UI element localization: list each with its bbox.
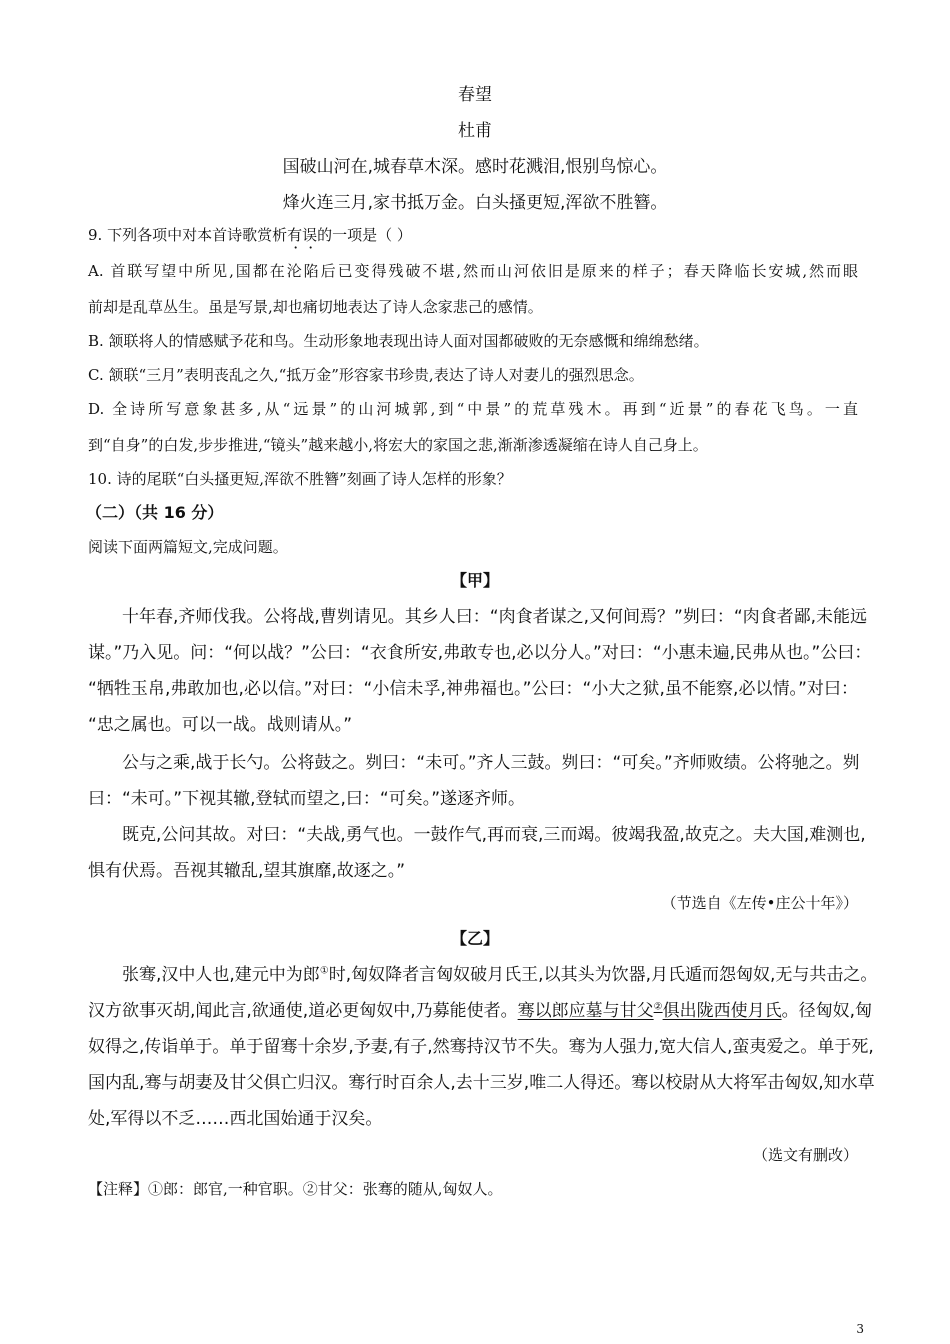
page-number: 3 — [856, 1322, 864, 1336]
poem-author: 杜甫 — [458, 121, 492, 141]
yi-line-1-start: 张骞,汉中人也,建元中为郎 — [122, 965, 320, 985]
section-2-heading: （二）（共 16 分） — [86, 503, 224, 522]
footnote-2-marker: ② — [653, 1001, 663, 1013]
passage-jia-line-8: 惧有伏焉。吾视其辙乱,望其旗靡,故逐之。” — [88, 861, 406, 881]
passage-jia-line-6: 曰：“未可。”下视其辙,登轼而望之,曰：“可矣。”遂逐齐师。 — [88, 789, 526, 809]
q9-emphasis-2: 误 — [302, 226, 318, 244]
passage-jia-line-3: “牺牲玉帛,弗敢加也,必以信。”对曰：“小信未孚,神弗福也。”公曰：“小大之狱,虽不能察,必以情。”对曰： — [88, 679, 858, 699]
q9-option-c: C. 颔联“三月”表明丧乱之久,“抵万金”形容家书珍贵,表达了诗人对妻儿的强烈思念。 — [88, 366, 644, 384]
annotation-note: 【注释】①郎：郎官,一种官职。②甘父：张骞的随从,匈奴人。 — [88, 1180, 503, 1198]
passage-jia-line-7: 既克,公问其故。对曰：“夫战,勇气也。一鼓作气,再而衰,三而竭。彼竭我盈,故克之。夫大国,难测也, — [122, 825, 866, 845]
q9-option-a-line-1: A. 首联写望中所见,国都在沦陷后已变得残破不堪,然而山河依旧是原来的样子；春天降临长安城,然而眼 — [88, 262, 858, 280]
passage-jia-line-4: “忠之属也。可以一战。战则请从。” — [88, 715, 353, 735]
passage-yi-source: （选文有删改） — [752, 1146, 858, 1164]
passage-yi-label: 【乙】 — [450, 929, 499, 948]
passage-jia-line-5: 公与之乘,战于长勺。公将鼓之。刿曰：“未可。”齐人三鼓。刿曰：“可矣。”齐师败绩。公将驰之。刿 — [122, 753, 860, 773]
q9-stem-start: 9. 下列各项中对本首诗歌赏析 — [88, 226, 288, 244]
poem-line-1: 国破山河在,城春草木深。感时花溅泪,恨别鸟惊心。 — [282, 157, 668, 177]
footnote-1-marker: ① — [319, 965, 329, 977]
question-10: 10. 诗的尾联“白头搔更短,浑欲不胜簪”刻画了诗人怎样的形象？ — [88, 470, 512, 488]
q9-option-d-line-2: 到“自身”的白发,步步推进,“镜头”越来越小,将宏大的家国之悲,渐渐渗透凝缩在诗人自己身上。 — [88, 436, 708, 454]
yi-line-2-start: 汉方欲事灭胡,闻此言,欲通使,道必更匈奴中,乃募能使者。 — [88, 1001, 518, 1021]
poem-line-2: 烽火连三月,家书抵万金。白头搔更短,浑欲不胜簪。 — [282, 193, 668, 213]
yi-line-1-end: 时,匈奴降者言匈奴破月氏王,以其头为饮器,月氏遁而怨匈奴,无与共击之。 — [328, 965, 878, 985]
passage-yi-line-3: 奴得之,传诣单于。单于留骞十余岁,予妻,有子,然骞持汉节不失。骞为人强力,宽大信人,蛮夷爱之。单于死, — [88, 1037, 874, 1057]
passage-jia-line-1: 十年春,齐师伐我。公将战,曹刿请见。其乡人曰：“肉食者谋之,又何间焉？”刿曰：“肉食者鄙,未能远 — [122, 607, 868, 627]
q9-emphasis-1: 有 — [287, 226, 303, 244]
q9-option-a-line-2: 前却是乱草丛生。虽是写景,却也痛切地表达了诗人念家悲己的感情。 — [88, 298, 543, 316]
q9-option-d-line-1: D. 全诗所写意象甚多,从“远景”的山河城郭,到“中景”的荒草残木。再到“近景”的春花飞鸟。一直 — [88, 400, 858, 418]
passage-yi-line-2 — [88, 996, 872, 1021]
underlined-sentence-part-1: 骞以郎应墓与甘父 — [517, 1001, 654, 1021]
poem-title: 春望 — [458, 85, 492, 105]
underlined-sentence-part-2: 俱出陇西使月氏 — [662, 1001, 782, 1021]
passage-yi-line-1 — [122, 960, 877, 985]
section-2-intro: 阅读下面两篇短文,完成问题。 — [88, 538, 288, 556]
passage-yi-line-5: 处,军得以不乏……西北国始通于汉矣。 — [88, 1109, 383, 1129]
passage-yi-line-4: 国内乱,骞与胡妻及甘父俱亡归汉。骞行时百余人,去十三岁,唯二人得还。骞以校尉从大将军击匈奴,知水草 — [88, 1073, 875, 1093]
yi-line-2-end: 。径匈奴,匈 — [781, 1001, 872, 1021]
q9-stem-end: 的一项是（ ） — [317, 226, 412, 244]
question-9-stem — [88, 224, 412, 245]
q9-option-b: B. 颔联将人的情感赋予花和鸟。生动形象地表现出诗人面对国都破败的无奈感慨和绵绵愁绪。 — [88, 332, 709, 350]
passage-jia-line-2: 谋。”乃入见。问：“何以战？”公曰：“衣食所安,弗敢专也,必以分人。”对曰：“小惠未遍,民弗从也。”公曰： — [88, 643, 872, 663]
passage-jia-label: 【甲】 — [450, 571, 499, 590]
passage-jia-source: （节选自《左传•庄公十年》） — [661, 894, 858, 912]
